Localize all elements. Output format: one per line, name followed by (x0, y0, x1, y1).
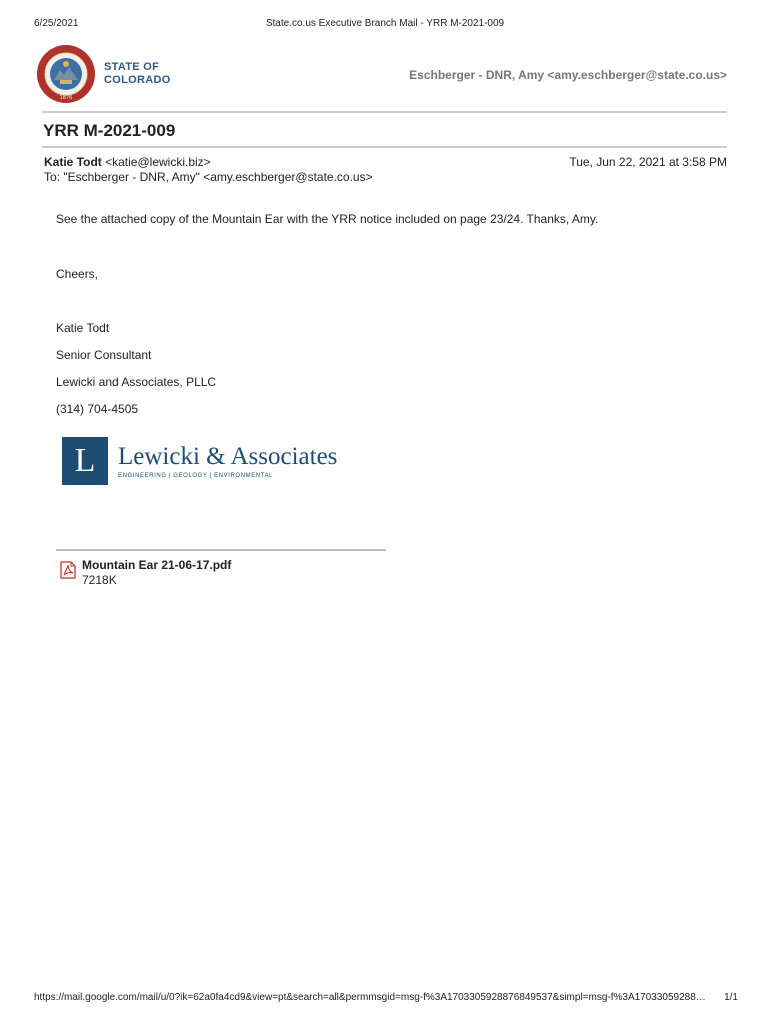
body-paragraph: See the attached copy of the Mountain Ear with the YRR notice included on page 23/24. Thanks, Amy. (56, 212, 599, 226)
subject-divider (42, 146, 727, 148)
pdf-icon[interactable] (60, 561, 76, 579)
sender-line (44, 155, 211, 169)
recipient-line: To: "Eschberger - DNR, Amy" <amy.eschberger@state.co.us> (44, 170, 373, 184)
signature-name: Katie Todt (56, 321, 110, 335)
lewicki-logo (62, 437, 337, 485)
attachment-divider (56, 549, 386, 551)
sender-email[interactable]: <katie@lewicki.biz> (105, 155, 211, 169)
attachment-name[interactable]: Mountain Ear 21-06-17.pdf (82, 558, 232, 572)
sent-timestamp: Tue, Jun 22, 2021 at 3:58 PM (569, 155, 727, 169)
attachment-size: 7218K (82, 573, 117, 587)
lewicki-logo-name: Lewicki & Associates (118, 443, 338, 470)
print-date: 6/25/2021 (34, 18, 79, 29)
account-email: Eschberger - DNR, Amy <amy.eschberger@state.co.us> (409, 68, 727, 82)
state-logo[interactable] (36, 44, 171, 104)
print-title: State.co.us Executive Branch Mail - YRR M-2021-009 (265, 18, 505, 29)
body-closing: Cheers, (56, 267, 99, 281)
signature-title: Senior Consultant (56, 348, 152, 362)
email-subject: YRR M-2021-009 (43, 121, 176, 140)
sender-name: Katie Todt (44, 155, 102, 169)
signature-phone[interactable]: (314) 704-4505 (56, 402, 139, 416)
header-divider (42, 111, 727, 113)
footer-page-number: 1/1 (724, 992, 738, 1003)
seal-year: 1876 (59, 95, 73, 101)
footer-url: https://mail.google.com/mail/u/0?ik=62a0fa4cd9&view=pt&search=all&permmsgid=msg-f%3A1703305928876849537&simpl=msg-f%3A17033059288… (34, 992, 706, 1003)
state-seal-icon (36, 44, 96, 104)
brand-line-1: STATE OF (104, 61, 160, 73)
state-brand-text (104, 61, 171, 87)
signature-company: Lewicki and Associates, PLLC (56, 375, 217, 389)
brand-line-2: COLORADO (104, 74, 171, 86)
lewicki-logo-tagline: ENGINEERING | GEOLOGY | ENVIRONMENTAL (118, 473, 274, 479)
lewicki-mark-icon: L (62, 437, 108, 485)
